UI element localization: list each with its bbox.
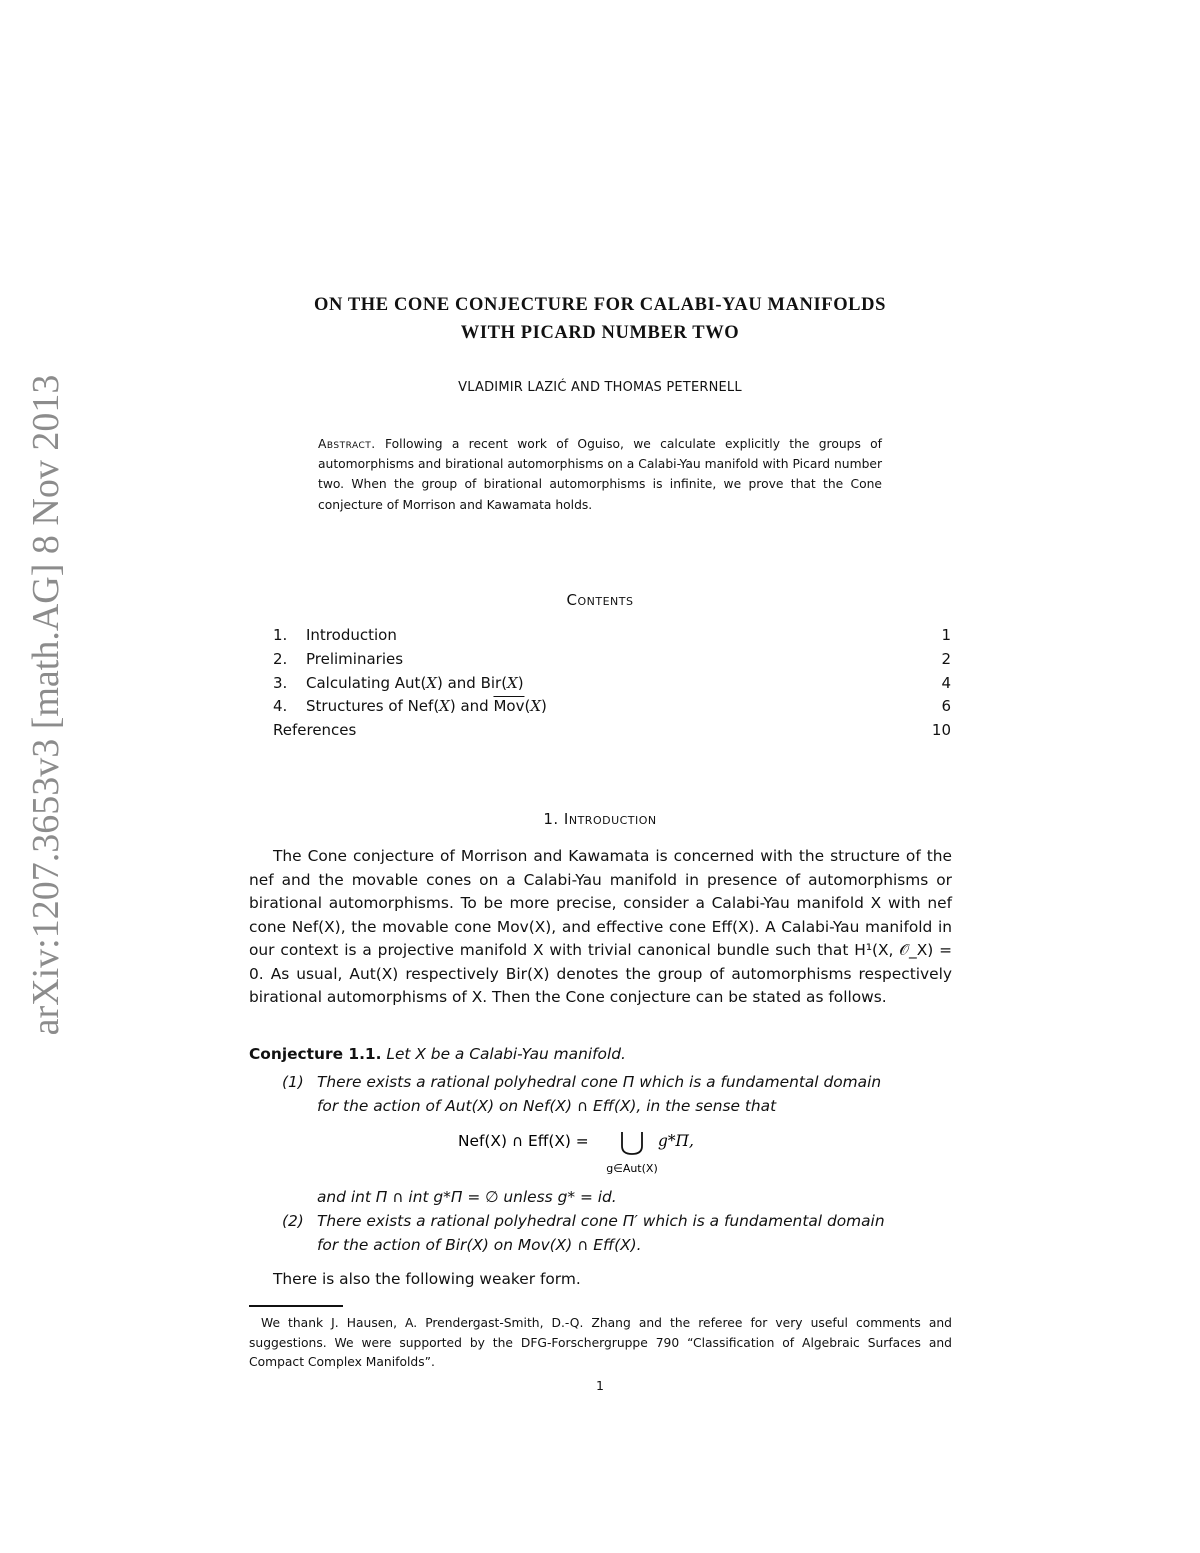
conjecture-item-1-continuation: [282, 1186, 952, 1210]
toc-title-part: ) and: [449, 697, 494, 716]
toc-title-part: (: [524, 697, 531, 716]
toc-entry-title: Introduction: [306, 626, 397, 644]
item-text-line: for the action of Aut(X) on Nef(X) ∩ Eff(X), in the sense that: [317, 1096, 777, 1115]
footnote-rule: [249, 1305, 343, 1307]
title-line-2: WITH PICARD NUMBER TWO: [460, 323, 740, 343]
math-variable: X: [530, 697, 542, 716]
page-number: 1: [596, 1378, 604, 1393]
equation-rhs: g*Π,: [658, 1132, 694, 1150]
title-line-1: ON THE CONE CONJECTURE FOR CALABI-YAU MANIFOLDS: [314, 295, 886, 315]
overlined-mov: $\overline{Mov}$: [493, 697, 525, 716]
item-text-line: and int Π ∩ int g*Π = ∅ unless g* = id.: [317, 1188, 617, 1206]
toc-entry-structures[interactable]: [273, 695, 951, 719]
author-list: VLADIMIR LAZIĆ AND THOMAS PETERNELL: [458, 380, 742, 395]
toc-entry-title: [306, 672, 911, 696]
item-label: (1): [282, 1073, 304, 1091]
arxiv-identifier-stamp: arXiv:1207.3653v3 [math.AG] 8 Nov 2013: [25, 374, 67, 1036]
big-union-symbol: [622, 1132, 642, 1154]
paper-title: [200, 291, 1000, 347]
table-of-contents: [273, 624, 951, 743]
abstract: [318, 434, 882, 515]
display-equation: [400, 1128, 800, 1178]
toc-entry-number: 4.: [273, 697, 288, 716]
item-text-line: There exists a rational polyhedral cone Π′ which is a fundamental domain: [317, 1212, 885, 1230]
abstract-text: Following a recent work of Oguiso, we calculate explicitly the groups of automorphisms and birational automorphisms on a Calabi-Yau manifold with Picard number two. When the group of birational automorphisms is infinite, we prove that the Cone conjecture of Morrison and Kawamata holds.: [318, 437, 882, 512]
toc-title-part: ): [541, 697, 547, 716]
item-text-line: There exists a rational polyhedral cone Π which is a fundamental domain: [317, 1073, 882, 1091]
toc-entry-number: 1.: [273, 626, 288, 644]
conjecture-item-2: [282, 1210, 952, 1257]
toc-entry-page: 2: [941, 649, 951, 668]
conjecture-item-1: [282, 1071, 952, 1118]
footnote-acknowledgements: We thank J. Hausen, A. Prendergast-Smith, D.-Q. Zhang and the referee for very useful comments and suggestions. We were supported by the DFG-Forschergruppe 790 “Classification of Algebraic Surfaces and Compact Complex Manifolds”.: [249, 1316, 952, 1369]
toc-title-part: Calculating Aut(: [306, 673, 427, 692]
toc-entry-preliminaries[interactable]: [273, 648, 951, 672]
conjecture-label: Conjecture 1.1.: [249, 1045, 382, 1063]
introduction-paragraph: The Cone conjecture of Morrison and Kawamata is concerned with the structure of the nef and the movable cones on a Calabi-Yau manifold in presence of automorphisms or birational automorphisms. To be more precise, consider a Calabi-Yau manifold X with nef cone Nef(X), the movable cone Mov(X), and effective cone Eff(X). A Calabi-Yau manifold in our context is a projective manifold X with trivial canonical bundle such that H¹(X, 𝒪_X) = 0. As usual, Aut(X) respectively Bir(X) denotes the group of automorphisms respectively birational automorphisms of X. Then the Cone conjecture can be stated as follows.: [249, 847, 952, 1006]
toc-entry-number: 2.: [273, 649, 288, 668]
math-variable: X: [507, 673, 518, 692]
weaker-form-sentence: There is also the following weaker form.: [273, 1270, 581, 1288]
toc-entry-number: 3.: [273, 673, 288, 692]
equation-lhs: Nef(X) ∩ Eff(X) =: [458, 1132, 589, 1150]
toc-entry-page: 6: [941, 697, 951, 716]
toc-title-part: ): [517, 673, 524, 692]
toc-entry-introduction[interactable]: [273, 624, 951, 648]
toc-entry-page: 10: [931, 721, 951, 740]
toc-entry-title: Preliminaries: [306, 649, 404, 668]
toc-entry-page: 4: [941, 673, 951, 692]
toc-entry-title: References: [273, 721, 357, 740]
conjecture-statement: Let X be a Calabi-Yau manifold.: [386, 1045, 626, 1063]
toc-title-part: ) and Bir(: [436, 673, 508, 692]
math-variable: X: [439, 697, 450, 716]
conjecture-heading: [249, 1043, 952, 1067]
contents-heading: Contents: [566, 591, 634, 609]
item-text-line: for the action of Bir(X) on Mov(X) ∩ Eff(X).: [317, 1235, 642, 1254]
section-heading-introduction: 1. Introduction: [543, 810, 657, 828]
math-variable: X: [426, 673, 437, 692]
toc-entry-calculating[interactable]: [273, 672, 951, 696]
equation-subscript: g∈Aut(X): [606, 1162, 658, 1175]
toc-title-part: Structures of Nef(: [306, 697, 440, 716]
toc-entry-page: 1: [941, 626, 951, 644]
item-label: (2): [282, 1212, 304, 1230]
toc-entry-title: [306, 695, 911, 719]
abstract-label: Abstract.: [318, 437, 376, 451]
toc-entry-references[interactable]: [273, 719, 951, 743]
